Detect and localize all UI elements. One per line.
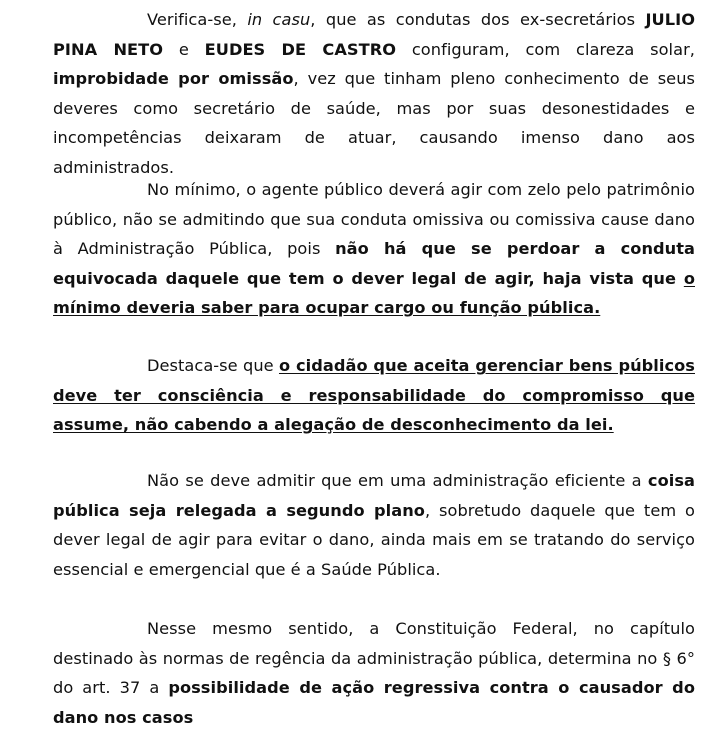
text-run: e — [163, 39, 205, 59]
text-run: Nesse mesmo sentido, a Constituição Federal, no capítulo destinado às normas de regência da administração pública, determina no § 6° do art. 37 a — [53, 619, 695, 697]
text-run: coisa pública seja relegada a segundo plano — [53, 471, 695, 520]
paragraph-3 — [53, 351, 695, 440]
text-run: o mínimo deveria saber para ocupar cargo ou função pública. — [53, 268, 695, 317]
text-run: improbidade por omissão — [53, 69, 294, 88]
text-run: , que as condutas dos ex-secretários — [310, 10, 646, 29]
text-run: No mínimo, o agente público deverá agir com zelo pelo patrimônio público, não se admitindo que sua conduta omissiva ou comissiva cause dano à Administração Pública, pois — [53, 180, 695, 258]
text-run: EUDES DE CASTRO — [204, 39, 397, 59]
text-run: Destaca-se que — [147, 356, 279, 375]
text-run: , sobretudo daquele que tem o dever legal de agir para evitar o dano, ainda mais em se tratando do serviço essencial e emergencial que é a Saúde Pública. — [53, 500, 695, 579]
paragraph-1 — [53, 5, 695, 182]
paragraph-2 — [53, 175, 695, 323]
text-run: configuram, com clareza solar, — [396, 39, 695, 59]
text-run: o cidadão que aceita gerenciar bens públicos deve ter consciência e responsabilidade do compromisso que assume, não cabendo a alegação de desconhecimento da lei. — [53, 356, 695, 434]
paragraph-5 — [53, 614, 695, 732]
text-run: JULIO PINA NETO — [53, 10, 696, 59]
text-run: Verifica-se, — [147, 10, 248, 29]
text-run: não há que se perdoar a conduta equivocada daquele que tem o dever legal de agir, haja vista que — [53, 239, 695, 288]
paragraph-4 — [53, 466, 695, 584]
text-run: possibilidade de ação regressiva contra o causador do dano nos casos — [53, 678, 695, 727]
text-run: , vez que tinham pleno conhecimento de seus deveres como secretário de saúde, mas por suas desonestidades e incompetências deixaram de atuar, causando imenso dano aos administrados. — [53, 69, 695, 177]
text-run: Não se deve admitir que em uma administração eficiente a — [147, 471, 648, 490]
text-run: in casu — [247, 10, 311, 29]
